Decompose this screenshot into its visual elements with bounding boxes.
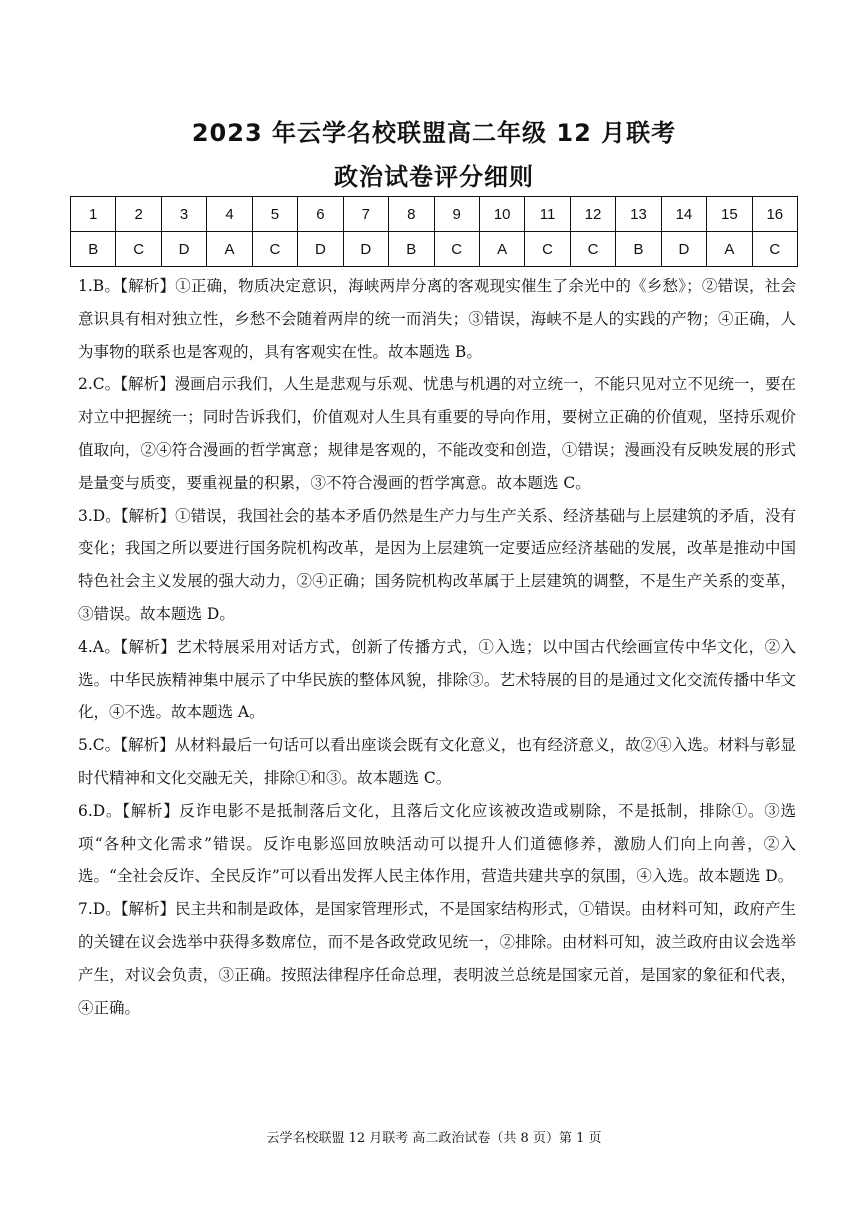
explanation-q6: 6.D。【解析】反诈电影不是抵制落后文化，且落后文化应该被改造或剔除，不是抵制，排除①。③选项“各种文化需求”错误。反诈电影巡回放映活动可以提升人们道德修养，激励人们向上向善，②入选。“全社会反诈、全民反诈”可以看出发挥人民主体作用，营造共建共享的氛围，④入选。故本题选 D。 [78, 801, 796, 886]
explanation-q3: 3.D。【解析】①错误，我国社会的基本矛盾仍然是生产力与生产关系、经济基础与上层建筑的矛盾，没有变化；我国之所以要进行国务院机构改革，是因为上层建筑一定要适应经济基础的发展，改革是推动中国特色社会主义发展的强大动力，②④正确；国务院机构改革属于上层建筑的调整，不是生产关系的变革，③错误。故本题选 D。 [78, 506, 796, 623]
question-number: 8 [389, 197, 434, 232]
page-footer: 云学名校联盟 12 月联考 高二政治试卷（共 8 页）第 1 页 [266, 1131, 602, 1146]
answer-cell: D [343, 232, 388, 267]
answer-cell: D [161, 232, 206, 267]
answer-key-row [71, 232, 798, 267]
explanation-q5: 5.C。【解析】从材料最后一句话可以看出座谈会既有文化意义，也有经济意义，故②④入选。材料与彰显时代精神和文化交融无关，排除①和③。故本题选 C。 [78, 736, 796, 787]
question-number: 7 [343, 197, 388, 232]
answer-cell: D [298, 232, 343, 267]
answer-table [70, 196, 798, 267]
explanation-q1: 1.B。【解析】①正确，物质决定意识，海峡两岸分离的客观现实催生了余光中的《乡愁》；②错误，社会意识具有相对独立性，乡愁不会随着两岸的统一而消失；③错误，海峡不是人的实践的产物；④正确，人为事物的联系也是客观的，具有客观实在性。故本题选 B。 [78, 277, 796, 361]
question-number: 14 [661, 197, 706, 232]
explanation-q7: 7.D。【解析】民主共和制是政体，是国家管理形式，不是国家结构形式，①错误。由材料可知，政府产生的关键在议会选举中获得多数席位，而不是各政党政见统一，②排除。由材料可知，波兰政府由议会选举产生，对议会负责，③正确。按照法律程序任命总理，表明波兰总统是国家元首，是国家的象征和代表，④正确。 [78, 900, 796, 1017]
answer-cell: B [616, 232, 661, 267]
answer-cell: A [207, 232, 252, 267]
question-number: 2 [116, 197, 161, 232]
answer-number-row [71, 197, 798, 232]
page-subtitle: 政治试卷评分细则 [334, 163, 534, 191]
answer-cell: B [71, 232, 116, 267]
answer-cell: C [752, 232, 797, 267]
answer-cell: D [661, 232, 706, 267]
question-number: 4 [207, 197, 252, 232]
question-number: 16 [752, 197, 797, 232]
explanation-q4: 4.A。【解析】艺术特展采用对话方式，创新了传播方式，①入选；以中国古代绘画宣传中华文化，②入选。中华民族精神集中展示了中华民族的整体风貌，排除③。艺术特展的目的是通过文化交流传播中华文化，④不选。故本题选 A。 [78, 637, 796, 722]
question-number: 10 [479, 197, 524, 232]
question-number: 11 [525, 197, 570, 232]
answer-cell: A [707, 232, 752, 267]
question-number: 3 [161, 197, 206, 232]
question-number: 6 [298, 197, 343, 232]
answer-cell: C [570, 232, 615, 267]
answer-cell: C [434, 232, 479, 267]
explanation-q2: 2.C。【解析】漫画启示我们，人生是悲观与乐观、忧患与机遇的对立统一，不能只见对立不见统一，要在对立中把握统一；同时告诉我们，价值观对人生具有重要的导向作用，要树立正确的价值观，坚持乐观价值取向，②④符合漫画的哲学寓意；规律是客观的，不能改变和创造，①错误；漫画没有反映发展的形式是量变与质变，要重视量的积累，③不符合漫画的哲学寓意。故本题选 C。 [78, 375, 796, 492]
question-number: 13 [616, 197, 661, 232]
answer-cell: B [389, 232, 434, 267]
page-title: 2023 年云学名校联盟高二年级 12 月联考 [191, 119, 677, 147]
question-number: 12 [570, 197, 615, 232]
question-number: 1 [71, 197, 116, 232]
question-number: 9 [434, 197, 479, 232]
answer-cell: C [116, 232, 161, 267]
question-number: 15 [707, 197, 752, 232]
question-number: 5 [252, 197, 297, 232]
answer-cell: C [252, 232, 297, 267]
answer-cell: C [525, 232, 570, 267]
answer-cell: A [479, 232, 524, 267]
explanations [78, 270, 796, 1024]
